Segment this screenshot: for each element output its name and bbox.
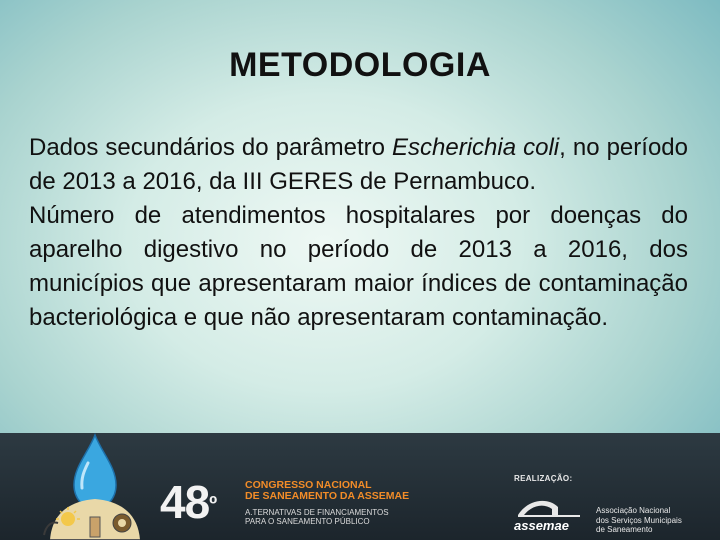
species-name: Escherichia coli (392, 134, 560, 161)
congress-title (245, 480, 409, 502)
methodology-paragraph-2: Número de atendimentos hospitalares por doenças do aparelho digestivo no período de 2013 a 2016, dos municípios que apresentaram maior índices de contaminação bacteriológica e que não apresentaram contaminação. (29, 202, 688, 331)
edition-ordinal: º (209, 491, 217, 516)
slide-body (29, 131, 688, 335)
assoc-line-1: Associação Nacional (596, 506, 671, 515)
paragraph-1-start: Dados secundários do parâmetro (29, 134, 393, 161)
assoc-line-3: de Saneamento (596, 525, 653, 534)
assemae-wordmark: assemae (514, 518, 569, 533)
assoc-line-2: dos Serviços Municipais (596, 515, 682, 525)
theme-line-1: A.TERNATIVAS DE FINANCIAMENTOS (245, 508, 389, 517)
water-drop-landscape-icon (30, 433, 160, 540)
event-footer-banner (0, 433, 720, 540)
paragraph-1-end: , no período de 2013 a 2016, da III GERES de Pernambuco. (29, 134, 688, 195)
slide-title: METODOLOGIA (229, 46, 491, 84)
congress-theme (245, 508, 389, 526)
realizacao-label: REALIZAÇÃO: (514, 474, 573, 483)
congress-line-2: DE SANEAMENTO DA ASSEMAE (245, 490, 410, 502)
association-name (596, 506, 682, 535)
edition-number-value: 48 (160, 476, 210, 528)
edition-number (160, 476, 217, 528)
methodology-paragraph-1 (29, 131, 688, 199)
theme-line-2: PARA O SANEAMENTO PÚBLICO (245, 517, 370, 526)
congress-line-1: CONGRESSO NACIONAL (245, 479, 372, 491)
